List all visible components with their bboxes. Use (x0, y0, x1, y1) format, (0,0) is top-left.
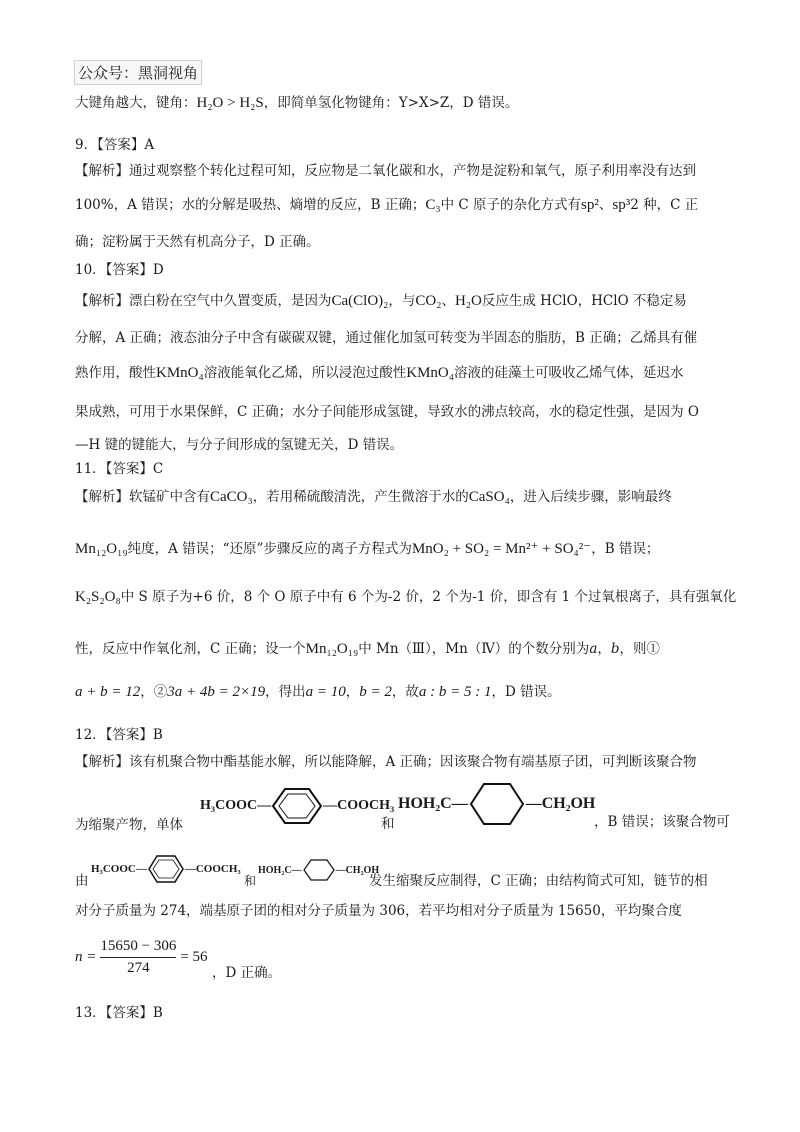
fraction-denominator: 274 (127, 960, 150, 976)
formula: CO₂ (415, 293, 442, 309)
q9-answer: 9．【答案】A (75, 137, 155, 153)
formula: KMnO₄ (156, 365, 204, 381)
conjunction-and: 和 (381, 816, 395, 832)
conjunction-and: 和 (244, 874, 257, 888)
q11-analysis-line-2: Mn₁₂O₁₉纯度，A 错误；“还原”步骤反应的离子方程式为MnO₂ + SO₂ = Mn²⁺ + SO₄²⁻，B 错误； (75, 541, 660, 557)
formula: K₂S₂O₈ (75, 589, 121, 605)
formula: Mn₁₂O₁₉ (75, 541, 128, 557)
monomer-diol-small: HOH₂C— —CH₂OH (258, 858, 379, 882)
q9-analysis-line-3: 确；淀粉属于天然有机高分子，D 正确。 (75, 234, 320, 250)
q10-analysis-line-3: 熟作用，酸性KMnO₄溶液能氧化乙烯，所以浸泡过酸性KMnO₄溶液的硅藻土可吸收乙烯气体，延迟水 (75, 365, 684, 381)
equation: a = 10 (305, 684, 346, 700)
formula: MnO₂ + SO₂ = Mn²⁺ + SO₄²⁻ (411, 541, 592, 557)
q10-analysis-line-1: 【解析】漂白粉在空气中久置变质，是因为Ca(ClO)₂，与CO₂、H₂O反应生成 HClO，HClO 不稳定易 (75, 293, 687, 309)
q13-answer: 13．【答案】B (75, 1005, 163, 1021)
q10-analysis-line-5: —H 键的键能大，与分子间形成的氢键无关，D 错误。 (75, 437, 404, 453)
watermark: 公众号：黑洞视角 (74, 60, 202, 85)
formula: sp² (581, 197, 599, 213)
q10-analysis-line-2: 分解，A 正确；液态油分子中含有碳碳双键，通过催化加氢可转变为半固态的脂肪，B 正确；乙烯具有催 (75, 330, 698, 346)
q8-tail-line: 大键角越大，键角：H₂O > H₂S，即简单氢化物键角：Y>X>Z，D 错误。 (75, 95, 519, 111)
q11-analysis-line-5: a + b = 12，②3a + 4b = 2×19，得出a = 10，b = 2，故a : b = 5 : 1，D 错误。 (75, 684, 561, 700)
q11-answer: 11．【答案】C (75, 461, 164, 477)
formula: CaCO₃ (210, 489, 253, 505)
q12-analysis-line-4: 对分子质量为 274，端基原子团的相对分子质量为 306，若平均相对分子质量为 15650，平均聚合度 (75, 903, 682, 919)
formula: H₂O > H₂S (196, 95, 264, 111)
monomer-diol-structure: HOH₂C— —CH₂OH (398, 781, 595, 827)
fraction-numerator: 15650 − 306 (100, 938, 177, 954)
benzene-ring-icon (147, 854, 185, 884)
formula: H₂O (454, 293, 482, 309)
equation: a : b = 5 : 1 (418, 684, 492, 700)
q10-analysis-line-4: 果成熟，可用于水果保鲜，C 正确；水分子间能形成氢键，导致水的沸点较高，水的稳定性强，是因为 O (75, 404, 699, 420)
q12-analysis-line-3-right: 发生缩聚反应制得，C 正确；由结构简式可知，链节的相 (369, 873, 708, 889)
cyclohexane-ring-icon (468, 781, 526, 827)
equation: a + b = 12 (75, 684, 141, 700)
monomer-terephthalate-structure: H₃COOC— —COOCH₃ (200, 786, 394, 826)
q11-analysis-line-1: 【解析】软锰矿中含有CaCO₃，若用稀硫酸清洗，产生微溶于水的CaSO₄，进入后续步骤，影响最终 (75, 489, 672, 505)
q12-analysis-line-1: 【解析】该有机聚合物中酯基能水解，所以能降解，A 正确；因该聚合物有端基原子团，可判断该聚合物 (75, 754, 697, 770)
formula: Ca(ClO)₂ (331, 293, 389, 309)
formula: KMnO₄ (406, 365, 454, 381)
formula: Mn₁₂O₁₉ (305, 641, 359, 657)
monomer-terephthalate-small: H₃COOC— —COOCH₃ (91, 854, 241, 884)
formula: sp³ (612, 197, 631, 213)
benzene-ring-icon (271, 786, 323, 826)
q11-analysis-line-4: 性，反应中作氧化剂，C 正确；设一个Mn₁₂O₁₉中 Mn（Ⅲ），Mn（Ⅳ）的个数分别为a，b，则① (75, 641, 661, 657)
cyclohexane-ring-icon (302, 858, 336, 882)
q12-analysis-line-3-left: 由 (75, 873, 89, 889)
equation: b = 2 (359, 684, 392, 700)
degree-of-polymerization-equation: n = $\frac{15650 - 306}{274}$ = 56 (75, 938, 208, 976)
q12-analysis-line-2-left: 为缩聚产物，单体 (75, 817, 183, 833)
formula: CaSO₄ (468, 489, 510, 505)
equation: 3a + 4b = 2×19 (167, 684, 266, 700)
q12-analysis-line-5: ，D 正确。 (212, 965, 282, 981)
formula: C₃ (425, 197, 441, 213)
q12-answer: 12．【答案】B (75, 727, 163, 743)
q10-answer: 10．【答案】D (75, 262, 164, 278)
q12-analysis-line-2-right: ，B 错误；该聚合物可 (594, 814, 730, 830)
q9-analysis-line-2: 100%，A 错误；水的分解是吸热、熵增的反应，B 正确；C₃中 C 原子的杂化方式有sp²、sp³2 种，C 正 (75, 197, 699, 213)
q11-analysis-line-3: K₂S₂O₈中 S 原子为+6 价，8 个 O 原子中有 6 个为-2 价，2 个为-1 价，即含有 1 个过氧根离子，具有强氧化 (75, 589, 737, 605)
q9-analysis-line-1: 【解析】通过观察整个转化过程可知，反应物是二氧化碳和水，产物是淀粉和氧气，原子利用率没有达到 (75, 163, 696, 179)
